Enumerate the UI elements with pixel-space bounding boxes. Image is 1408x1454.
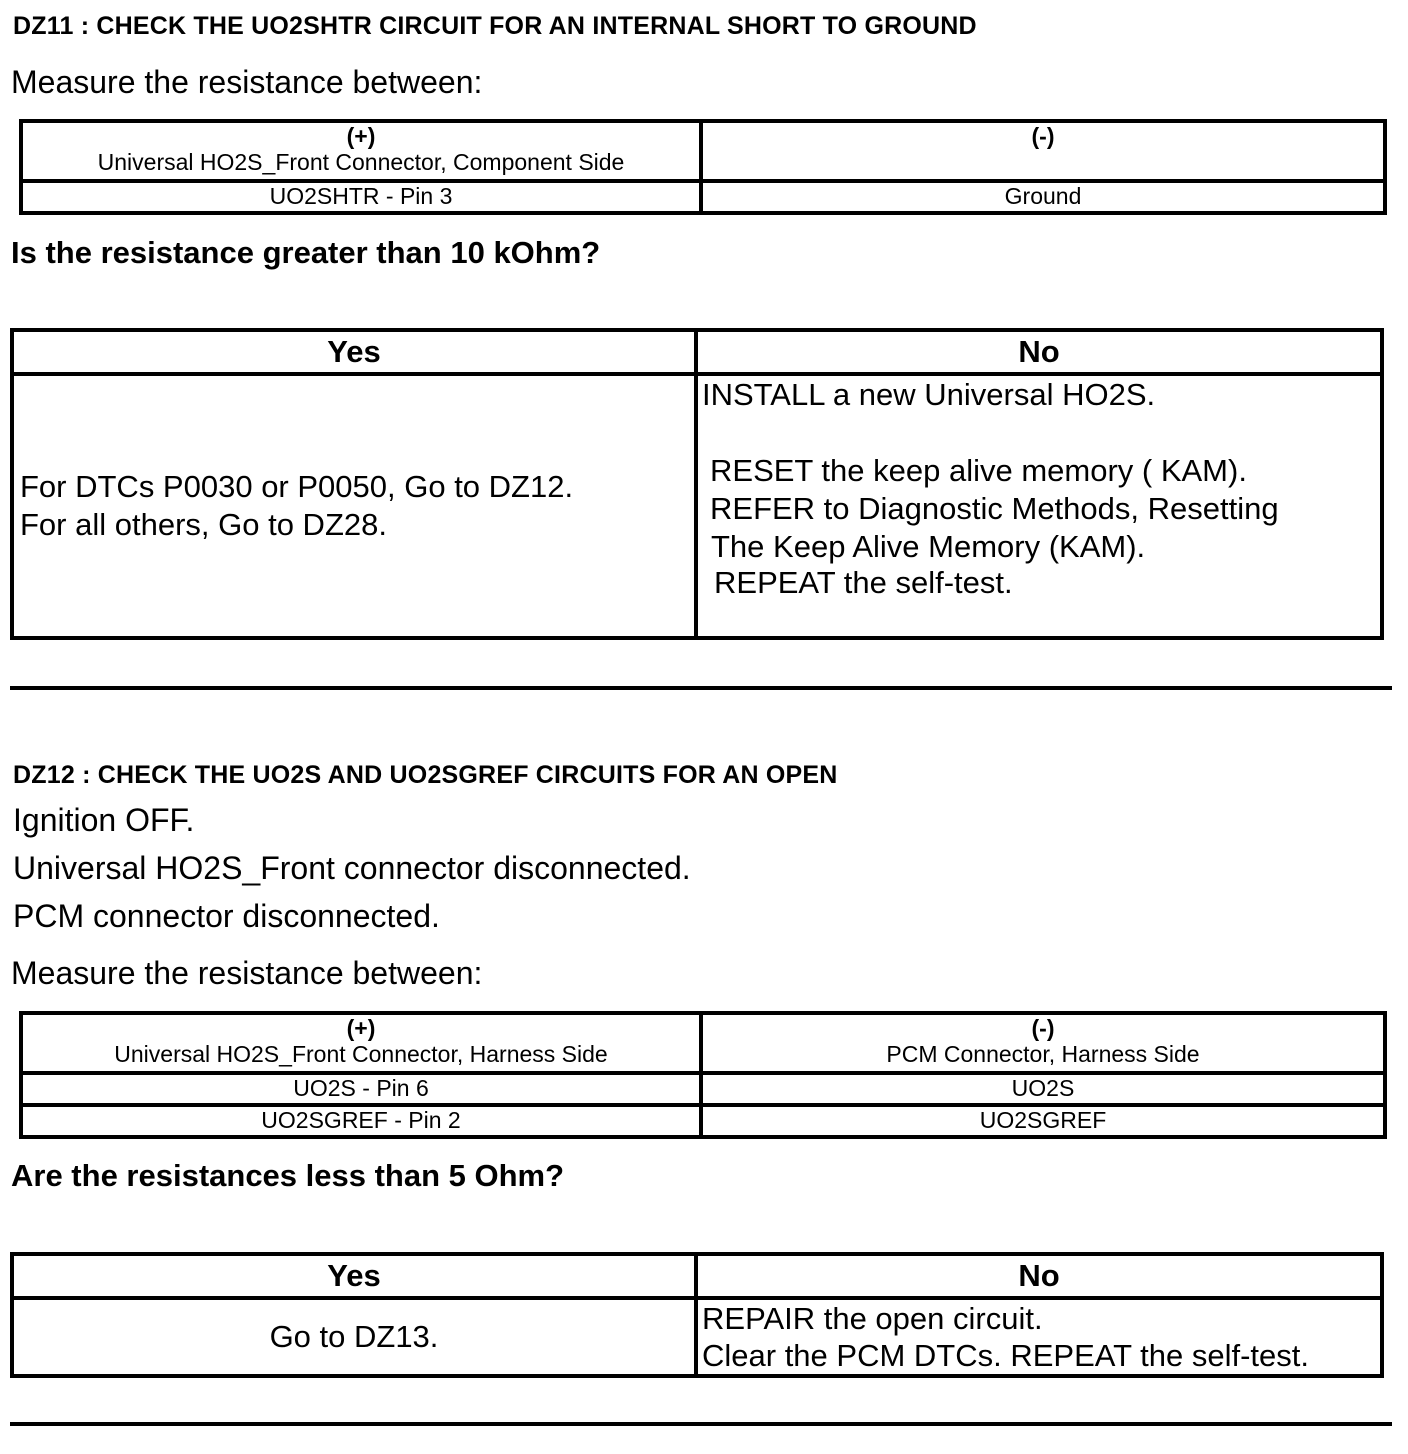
section-divider (10, 1422, 1392, 1426)
dz12-measurement-header-row (21, 1013, 1385, 1073)
dz11-measure-label: Measure the resistance between: (11, 64, 483, 100)
dz11-minus-pin-cell: Ground (701, 181, 1385, 213)
dz12-condition-line: PCM connector disconnected. (13, 898, 440, 934)
dz12-plus-header-cell (21, 1013, 701, 1073)
dz11-decision-table (10, 328, 1384, 640)
dz12-plus-pin-cell: UO2S - Pin 6 (21, 1073, 701, 1105)
dz11-plus-connector-label: Universal HO2S_Front Connector, Component Side (97, 149, 625, 175)
dz11-minus-header-cell (701, 121, 1385, 181)
dz12-no-cell (696, 1298, 1382, 1376)
table-row (21, 1073, 1385, 1105)
dz11-plus-pin-cell: UO2SHTR - Pin 3 (21, 181, 701, 213)
dz12-measurement-table (19, 1011, 1387, 1139)
dz12-plus-pin-cell: UO2SGREF - Pin 2 (21, 1105, 701, 1137)
dz12-minus-pin-cell: UO2S (701, 1073, 1385, 1105)
dz12-step-title: DZ12 : CHECK THE UO2S AND UO2SGREF CIRCUITS FOR AN OPEN (13, 761, 838, 789)
dz11-step-title: DZ11 : CHECK THE UO2SHTR CIRCUIT FOR AN INTERNAL SHORT TO GROUND (13, 12, 977, 40)
dz12-minus-pin-cell: UO2SGREF (701, 1105, 1385, 1137)
plus-sign: (+) (346, 123, 376, 149)
section-divider (10, 686, 1392, 690)
plus-sign: (+) (346, 1015, 376, 1041)
minus-sign: (-) (1031, 123, 1055, 149)
table-row (21, 181, 1385, 213)
dz12-condition-line: Universal HO2S_Front connector disconnected. (13, 850, 691, 886)
dz12-no-line: REPAIR the open circuit. (702, 1301, 1043, 1336)
dz11-no-line: REFER to Diagnostic Methods, Resetting (710, 491, 1279, 526)
table-row (21, 1105, 1385, 1137)
dz11-no-line: INSTALL a new Universal HO2S. (702, 377, 1156, 412)
dz11-question: Is the resistance greater than 10 kOhm? (11, 235, 601, 270)
dz11-yes-header: Yes (12, 330, 696, 374)
dz11-no-header: No (696, 330, 1382, 374)
dz11-yes-line: For all others, Go to DZ28. (20, 507, 387, 542)
dz12-no-header: No (696, 1254, 1382, 1298)
dz12-yes-cell (12, 1298, 696, 1376)
dz11-no-line: REPEAT the self-test. (714, 565, 1013, 600)
dz12-decision-table (10, 1252, 1384, 1378)
dz12-minus-connector-label: PCM Connector, Harness Side (886, 1041, 1200, 1067)
dz11-no-cell (696, 374, 1382, 638)
dz12-question: Are the resistances less than 5 Ohm? (11, 1158, 565, 1193)
minus-sign: (-) (1031, 1015, 1055, 1041)
dz11-yes-line: For DTCs P0030 or P0050, Go to DZ12. (20, 469, 574, 504)
dz11-no-line: RESET the keep alive memory ( KAM). (710, 453, 1247, 488)
dz12-plus-connector-label: Universal HO2S_Front Connector, Harness Side (114, 1041, 608, 1067)
dz11-plus-header-cell (21, 121, 701, 181)
dz12-condition-line: Ignition OFF. (13, 802, 195, 838)
dz12-measure-label: Measure the resistance between: (11, 955, 483, 991)
dz11-yes-cell (12, 374, 696, 638)
dz11-no-line: The Keep Alive Memory (KAM). (711, 529, 1146, 564)
dz12-yes-header: Yes (12, 1254, 696, 1298)
dz11-measurement-table (19, 119, 1387, 215)
dz11-measurement-header-row (21, 121, 1385, 181)
dz12-minus-header-cell (701, 1013, 1385, 1073)
dz12-no-line: Clear the PCM DTCs. REPEAT the self-test. (702, 1338, 1309, 1373)
dz12-yes-text: Go to DZ13. (269, 1319, 439, 1354)
